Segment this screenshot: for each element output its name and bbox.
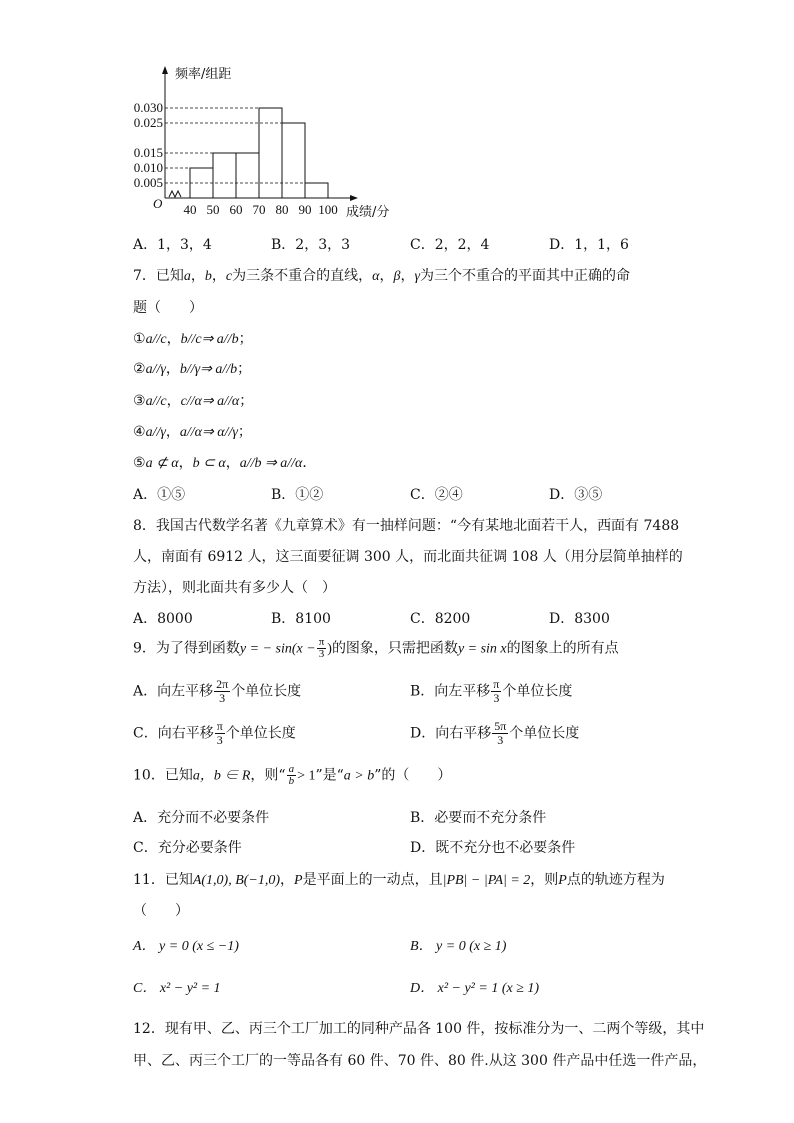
q6-option-b[interactable]: B．2，3，3 [271, 237, 351, 253]
q7-item-2: ②a//γ，b//γ⇒ a//b； [133, 361, 252, 377]
q7-item-3: ③a//c，c//α⇒ a//α； [133, 393, 254, 409]
q8-stem-line3: 方法），则北面共有多少人（ ） [133, 580, 336, 596]
y-axis-arrow-icon [162, 66, 168, 74]
q10-option-d[interactable]: D．既不充分也不必要条件 [410, 840, 576, 856]
q11-option-c[interactable]: C． x² − y² = 1 [133, 981, 221, 996]
q7-stem-line2: 题（ ） [133, 300, 203, 316]
q11-stem-line2: （ ） [133, 903, 189, 919]
x-tick-label: 90 [298, 202, 312, 217]
q6-option-c[interactable]: C．2，2，4 [410, 237, 490, 253]
q7-item-1: ①a//c，b//c⇒ a//b； [133, 331, 253, 347]
q9-stem: 9．为了得到函数y = − sin(x − $\frac{\pi}{3}$ )的图象，只需把函数y = sin x的图象上的所有点 [133, 636, 619, 660]
histogram-bar [259, 108, 282, 198]
q9-option-c[interactable]: C．向右平移 $\frac{\pi}{3}$ 个单位长度 [133, 719, 296, 747]
q7-option-d[interactable]: D．③⑤ [549, 487, 603, 503]
q10-option-b[interactable]: B．必要而不充分条件 [410, 810, 547, 826]
y-tick-label: 0.005 [133, 175, 163, 190]
axis-break-icon [169, 191, 181, 197]
histogram-bar [282, 123, 305, 198]
q11-stem-line1: 11．已知A(1,0), B(−1,0)，P是平面上的一动点，且|PB| − |PA| = 2，则P点的轨迹方程为 [133, 872, 665, 888]
q7-option-c[interactable]: C．②④ [410, 487, 463, 503]
x-tick-label: 50 [206, 202, 220, 217]
q7-option-b[interactable]: B．①② [271, 487, 324, 503]
x-tick-label: 60 [229, 202, 243, 217]
origin-label: O [153, 196, 163, 211]
histogram-axes [162, 66, 358, 201]
frequency-histogram [120, 60, 440, 220]
q8-stem-line2: 人，南面有 6912 人，这三面要征调 300 人，而北面共征调 108 人（用分层简单抽样的 [133, 549, 683, 565]
y-tick-label: 0.015 [133, 145, 163, 160]
q7-option-a[interactable]: A．①⑤ [133, 487, 186, 503]
q12-stem-line2: 甲、乙、丙三个工厂的一等品各有 60 件、70 件、80 件.从这 300 件产品中任选一件产品， [133, 1053, 707, 1069]
q7-item-5: ⑤a ⊄ α，b ⊂ α，a//b ⇒ a//α． [133, 455, 317, 471]
q8-option-c[interactable]: C．8200 [410, 611, 471, 627]
q9-option-a[interactable]: A．向左平移 $\frac{2\pi}{3}$ 个单位长度 [133, 677, 302, 705]
q8-option-b[interactable]: B．8100 [271, 611, 331, 627]
histogram-bar [213, 153, 236, 198]
q11-option-b[interactable]: B． y = 0 (x ≥ 1) [410, 939, 507, 954]
q10-option-c[interactable]: C．充分必要条件 [133, 840, 242, 856]
q8-option-a[interactable]: A．8000 [133, 611, 193, 627]
q6-option-d[interactable]: D．1，1，6 [549, 237, 629, 253]
q10-option-a[interactable]: A．充分而不必要条件 [133, 810, 270, 826]
x-tick-label: 80 [275, 202, 289, 217]
q12-stem-line1: 12．现有甲、乙、丙三个工厂加工的同种产品各 100 件，按标准分为一、二两个等级，其中 [133, 1021, 705, 1037]
q9-option-d[interactable]: D．向右平移 $\frac{5\pi}{3}$ 个单位长度 [410, 719, 580, 747]
x-tick-label: 100 [318, 202, 338, 217]
y-tick-label: 0.010 [133, 160, 163, 175]
q10-stem: 10．已知a，b ∈ R，则“ $\frac{a}{b}$ > 1”是“a > b”的（ ） [133, 763, 452, 787]
y-axis-title: 频率/组距 [175, 67, 232, 82]
y-tick-label: 0.030 [133, 100, 163, 115]
q6-option-a[interactable]: A．1，3，4 [133, 237, 212, 253]
x-axis-arrow-icon [350, 195, 358, 201]
q8-option-d[interactable]: D．8300 [549, 611, 610, 627]
q11-option-a[interactable]: A． y = 0 (x ≤ −1) [133, 939, 239, 954]
x-tick-label: 40 [183, 202, 197, 217]
q9-pi-over-3: $\frac{\pi}{3}$ [318, 636, 325, 660]
q8-stem-line1: 8．我国古代数学名著《九章算术》有一抽样问题：“今有某地北面若干人，西面有 7488 [133, 518, 680, 534]
histogram-bar [236, 153, 259, 198]
x-tick-label: 70 [252, 202, 266, 217]
histogram-bar [305, 183, 328, 198]
y-tick-label: 0.025 [133, 115, 163, 130]
q7-item-4: ④a//γ，a//α⇒ α//γ； [133, 424, 252, 440]
q11-option-d[interactable]: D． x² − y² = 1 (x ≥ 1) [410, 981, 540, 996]
q9-option-b[interactable]: B．向左平移 $\frac{\pi}{3}$ 个单位长度 [410, 677, 573, 705]
q7-stem-line1: 7．已知a，b，c为三条不重合的直线，α，β，γ为三个不重合的平面其中正确的命 [133, 268, 631, 284]
x-axis-title: 成绩/分 [346, 205, 390, 220]
